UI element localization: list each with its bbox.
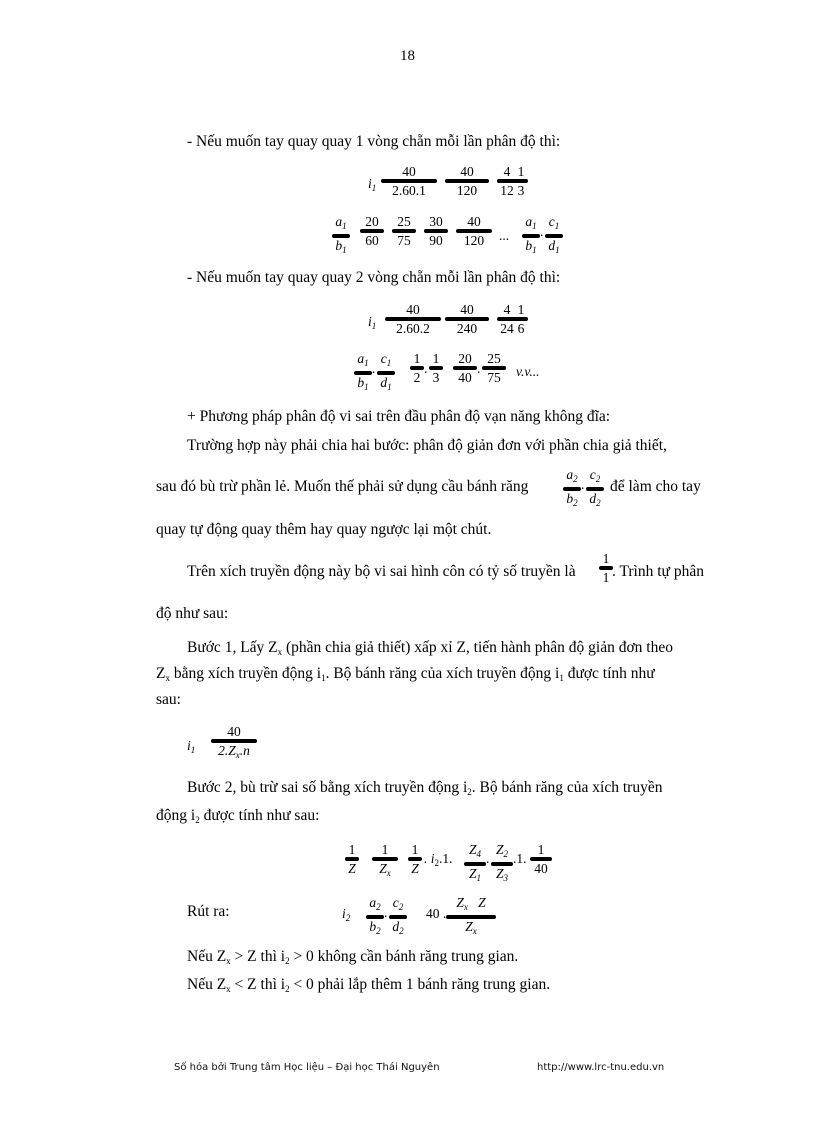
footer-left: Số hóa bởi Trung tâm Học liệu – Đại học Thái Nguyên: [174, 1062, 440, 1073]
f6-frac-1-40: 1 40: [530, 842, 552, 876]
paragraph-9: Nếu $Z_x < Z$ thì $i_2 < 0$ phải lắp thêm 1 bánh răng trung gian.: [187, 976, 551, 994]
dot-ab-cd: .: [581, 477, 585, 492]
rut-ra-label: Rút ra:: [187, 903, 230, 920]
f2-dots: ...: [499, 228, 510, 243]
paragraph-7-line-1: Bước 2, bù trừ sai số bằng xích truyền động $i_2$. Bộ bánh răng của xích truyền: [187, 779, 663, 797]
f4-frac-a1b1: $a_1$ $b_1$: [354, 351, 372, 395]
f6-frac-1-zx: 1 $Z_x$: [372, 842, 398, 881]
f3-lhs: $i_1$: [368, 314, 377, 331]
f2-frac-end-ab: $a_1$ $b_1$: [522, 214, 540, 258]
f1-frac-1: 40 2.60.1: [381, 164, 437, 198]
f4-dot-3: .: [477, 361, 481, 376]
footer-link[interactable]: http://www.lrc-tnu.edu.vn: [537, 1062, 665, 1073]
f6-one2: .1.: [513, 851, 527, 866]
f5-lhs: $i_1$: [187, 738, 196, 755]
f4-tail: v.v...: [516, 364, 540, 379]
paragraph-4-line-3: quay tự động quay thêm hay quay ngược lại một chút.: [156, 521, 492, 538]
f6-frac-z2z3: $Z_2$ $Z_3$: [491, 842, 513, 886]
paragraph-1: - Nếu muốn tay quay quay 1 vòng chẵn mỗi lần phân độ thì:: [187, 133, 561, 150]
f3-frac-3: 4 24: [497, 302, 517, 336]
f2-frac-5: 40 120: [456, 214, 492, 248]
f4-frac-2: 1 2: [410, 351, 424, 385]
f7-dot: .: [384, 905, 388, 920]
frac-c2d2: $c_2$ $d_2$: [586, 467, 604, 511]
f2-frac-2: 20 60: [360, 214, 384, 248]
f4-frac-5: 25 75: [482, 351, 506, 385]
paragraph-6-line-1: Bước 1, Lấy $Z_x$ (phần chia giả thiết) xấp xỉ Z, tiến hành phân độ giản đơn theo: [187, 639, 673, 657]
f1-frac-2: 40 120: [445, 164, 489, 198]
f4-dot-2: .: [424, 361, 428, 376]
f7-frac-a2b2: $a_2$ $b_2$: [366, 895, 384, 939]
paragraph-7-line-2: động $i_2$ được tính như sau:: [156, 807, 320, 825]
paragraph-8: Nếu $Z_x > Z$ thì $i_2 > 0$ không cần bánh răng trung gian.: [187, 948, 519, 966]
f3-frac-2: 40 240: [445, 302, 489, 336]
paragraph-3: + Phương pháp phân độ vi sai trên đầu phân độ vạn năng không đĩa:: [187, 408, 611, 425]
f2-frac-4: 30 90: [424, 214, 448, 248]
f4-frac-3: 1 3: [429, 351, 443, 385]
f2-dot: .: [540, 224, 544, 239]
f1-lhs: $i_1$: [368, 176, 377, 193]
f7-lhs: $i_2$: [342, 906, 351, 923]
f4-dot-1: .: [372, 361, 376, 376]
paragraph-5-line-2: độ như sau:: [156, 605, 229, 622]
f6-frac-z4z1: $Z_4$ $Z_1$: [464, 842, 486, 886]
paragraph-4-line-2-end: để làm cho tay: [610, 478, 701, 495]
page-number: 18: [400, 48, 415, 64]
f6-frac-1-z-2: 1 Z: [408, 842, 422, 876]
f6-dot: .: [486, 851, 490, 866]
paragraph-5-line-1-end: . Trình tự phân: [612, 563, 704, 580]
f6-mid: . $i_2.1$.: [424, 851, 453, 868]
f1-frac-4: 1 3: [514, 164, 528, 198]
paragraph-2: - Nếu muốn tay quay quay 2 vòng chẵn mỗi lần phân độ thì:: [187, 269, 561, 286]
f4-frac-4: 20 40: [453, 351, 477, 385]
paragraph-4-line-2: sau đó bù trừ phần lẻ. Muốn thế phải sử dụng cầu bánh răng: [156, 478, 529, 495]
f2-frac-3: 25 75: [392, 214, 416, 248]
f6-frac-1-z: 1 Z: [345, 842, 359, 876]
f4-frac-c1d1: $c_1$ $d_1$: [377, 351, 395, 395]
f7-frac-zx: $Z_x$ Z $Z_x$: [446, 895, 496, 939]
f1-frac-3: 4 12: [497, 164, 517, 198]
f3-frac-4: 1 6: [514, 302, 528, 336]
frac-a2b2: $a_2$ $b_2$: [563, 467, 581, 511]
frac-one-over-one: 1 1: [599, 551, 613, 585]
paragraph-6-line-2: $Z_x$ bằng xích truyền động $i_1$. Bộ bánh răng của xích truyền động $i_1$ được tính như: [156, 665, 655, 683]
f7-forty: 40 .: [426, 906, 447, 921]
paragraph-4-line-1: Trường hợp này phải chia hai bước: phân độ giản đơn với phần chia giả thiết,: [187, 437, 667, 454]
f2-frac-a1b1: $a_1$ $b_1$: [332, 214, 350, 258]
f3-frac-1: 40 2.60.2: [385, 302, 441, 336]
f5-frac: 40 $2.Z_x.n$: [211, 724, 257, 763]
f7-frac-c2d2: $c_2$ $d_2$: [389, 895, 407, 939]
paragraph-5-line-1: Trên xích truyền động này bộ vi sai hình côn có tỷ số truyền là: [187, 563, 576, 580]
paragraph-6-line-3: sau:: [156, 691, 181, 708]
f2-frac-end-cd: $c_1$ $d_1$: [545, 214, 563, 258]
